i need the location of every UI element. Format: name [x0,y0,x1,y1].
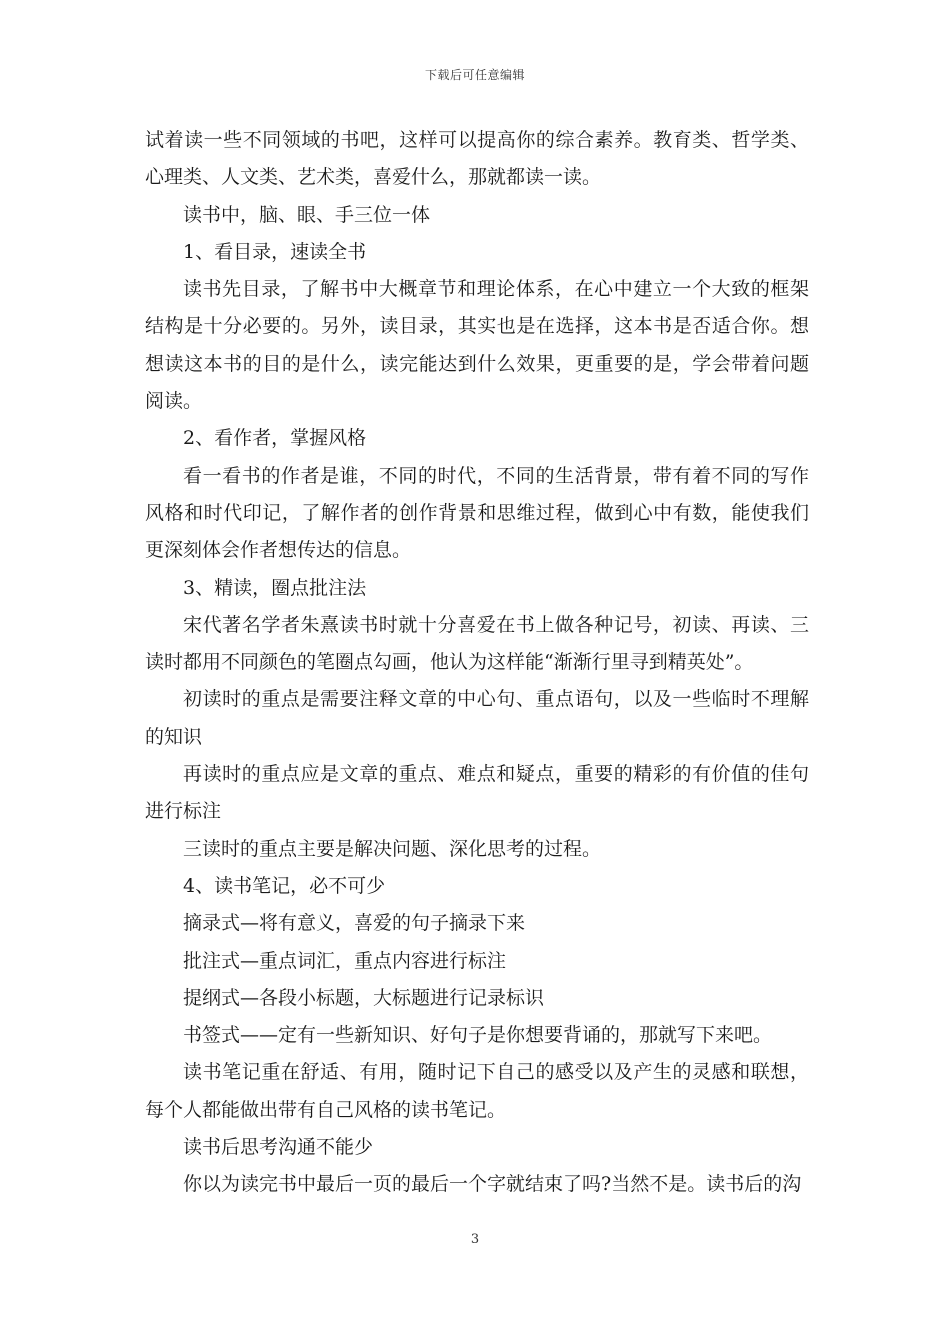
paragraph: 读书先目录，了解书中大概章节和理论体系，在心中建立一个大致的框架结构是十分必要的。另外，读目录，其实也是在选择，这本书是否适合你。想想读这本书的目的是什么，读完能达到什么效果，更重要的是，学会带着问题阅读。 [145,278,809,413]
subsection-heading: 3、精读，圈点批注法 [183,576,367,599]
paragraph: 试着读一些不同领域的书吧，这样可以提高你的综合素养。教育类、哲学类、心理类、人文类、艺术类，喜爱什么，那就都读一读。 [145,129,809,189]
paragraph: 宋代著名学者朱熹读书时就十分喜爱在书上做各种记号，初读、再读、三读时都用不同颜色的笔圈点勾画，他认为这样能“渐渐行里寻到精英处”。 [145,613,809,674]
page-number: 3 [470,1232,480,1247]
paragraph: 再读时的重点应是文章的重点、难点和疑点，重要的精彩的有价值的佳句进行标注 [145,763,809,823]
section-heading: 读书中，脑、眼、手三位一体 [183,203,431,226]
section-heading: 读书后思考沟通不能少 [183,1136,374,1159]
paragraph: 你以为读完书中最后一页的最后一个字就结束了吗?当然不是。读书后的沟 [183,1173,802,1196]
subsection-heading: 2、看作者，掌握风格 [183,427,367,450]
page-header: 下载后可任意编辑 [424,68,525,82]
paragraph: 三读时的重点主要是解决问题、深化思考的过程。 [183,837,602,860]
list-item: 批注式—重点词汇，重点内容进行标注 [183,949,507,972]
list-item: 摘录式—将有意义，喜爱的句子摘录下来 [183,912,526,935]
paragraph: 看一看书的作者是谁，不同的时代，不同的生活背景，带有着不同的写作风格和时代印记，了解作者的创作背景和思维过程，做到心中有数，能使我们更深刻体会作者想传达的信息。 [145,464,809,562]
paragraph: 初读时的重点是需要注释文章的中心句、重点语句，以及一些临时不理解的知识 [145,688,809,748]
list-item: 提纲式—各段小标题，大标题进行记录标识 [183,986,545,1009]
list-item: 书签式——定有一些新知识、好句子是你想要背诵的，那就写下来吧。 [183,1024,773,1047]
document-body [145,122,809,1204]
subsection-heading: 1、看目录，速读全书 [183,240,367,263]
paragraph: 读书笔记重在舒适、有用，随时记下自己的感受以及产生的灵感和联想，每个人都能做出带有自己风格的读书笔记。 [145,1061,809,1121]
subsection-heading: 4、读书笔记，必不可少 [183,874,386,897]
